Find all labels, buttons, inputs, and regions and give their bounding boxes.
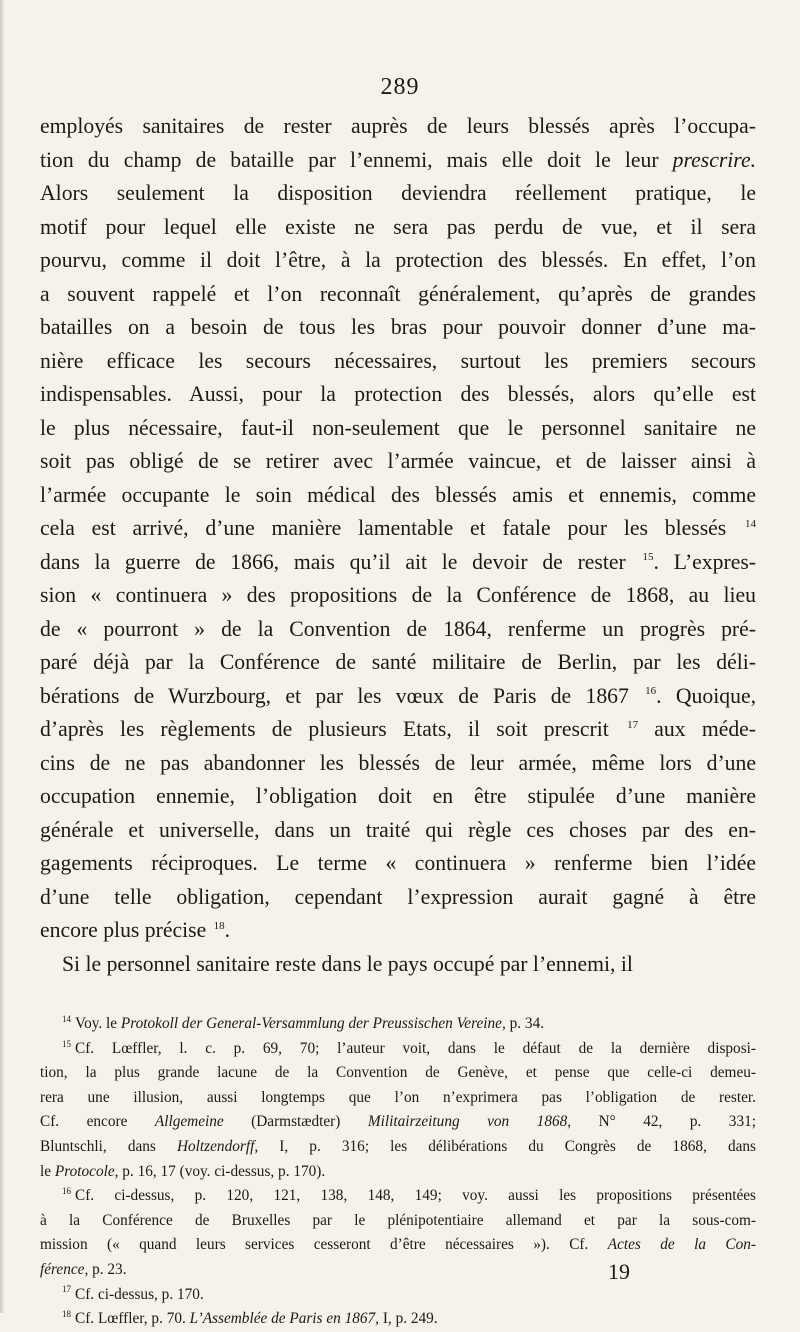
text-line: gagements réciproques. Le terme « continuera » renferme bien l’idée xyxy=(40,851,756,875)
text-line: encore plus précise $^{18}$. xyxy=(40,918,231,942)
footnote-18: $^{18}$ Cf. Lœffler, p. 70. L’Assemblée de Paris en 1867, I, p. 249. xyxy=(62,1309,438,1328)
text-line: soit pas obligé de se retirer avec l’armée vaincue, et de laisser ainsi à xyxy=(40,449,756,473)
text-line: d’après les règlements de plusieurs Etats, il soit prescrit $^{17}$ aux méde- xyxy=(40,717,757,741)
footnotes xyxy=(40,1012,756,1332)
text-line: paré déjà par la Conférence de santé militaire de Berlin, par les déli- xyxy=(40,650,756,674)
footnote-16-line: férence, p. 23. xyxy=(40,1260,127,1278)
main-text xyxy=(40,110,756,981)
text-line: batailles on a besoin de tous les bras pour pouvoir donner d’une ma- xyxy=(40,315,756,339)
footnote-15-line: Bluntschli, dans Holtzendorff, I, p. 316; les délibérations du Congrès de 1868, dans xyxy=(40,1137,757,1155)
footnote-ref[interactable]: 18 xyxy=(213,919,225,932)
footnote-16-line: à la Conférence de Bruxelles par le plénipotentiaire allemand et par la sous-com- xyxy=(40,1211,756,1229)
italic-word: prescrire. xyxy=(672,147,756,172)
text-line: employés sanitaires de rester auprès de leurs blessés après l’occupa- xyxy=(40,114,756,138)
text-line: cins de ne pas abandonner les blessés de leur armée, même lors d’une xyxy=(40,750,756,775)
text-line: pourvu, comme il doit l’être, à la protection des blessés. En effet, l’on xyxy=(40,248,756,272)
footnote-ref[interactable]: 15 xyxy=(642,551,654,564)
text-line: le plus nécessaire, faut-il non-seulement que le personnel sanitaire ne xyxy=(40,415,756,440)
footnote-15-line: le Protocole, p. 16, 17 (voy. ci-dessus, p. 170). xyxy=(40,1162,326,1180)
text-line: indispensables. Aussi, pour la protection des blessés, alors qu’elle est xyxy=(40,382,756,406)
text-line: d’une telle obligation, cependant l’expression aurait gagné à être xyxy=(40,884,756,909)
text-line: Si le personnel sanitaire reste dans le pays occupé par l’ennemi, il xyxy=(62,951,633,976)
text-line: dans la guerre de 1866, mais qu’il ait le devoir de rester $^{15}$. L’expres- xyxy=(40,549,757,574)
footnote-16: $^{16}$ Cf. ci-dessus, p. 120, 121, 138, 148, 149; voy. aussi les propositions présentées xyxy=(62,1186,756,1205)
text-line: occupation ennemie, l’obligation doit en être stipulée d’une manière xyxy=(40,784,756,808)
footnote-ref[interactable]: 17 xyxy=(627,718,639,731)
footnote-15-line: rera une illusion, aussi longtemps que l’on n’exprimera pas l’obligation de rester. xyxy=(40,1088,756,1106)
footnote-15-line: Cf. encore Allgemeine (Darmstædter) Militairzeitung von 1868, N° 42, p. 331; xyxy=(40,1113,756,1131)
footnote-16-line: mission (« quand leurs services cesseront d’être nécessaires »). Cf. Actes de la Con- xyxy=(40,1236,756,1254)
text-line: de « pourront » de la Convention de 1864, renferme un progrès pré- xyxy=(40,616,756,641)
footnote-17: $^{17}$ Cf. ci-dessus, p. 170. xyxy=(62,1284,204,1303)
footnote-ref[interactable]: 16 xyxy=(645,685,657,698)
text-line: tion du champ de bataille par l’ennemi, mais elle doit le leur prescrire. xyxy=(40,147,756,172)
text-line: a souvent rappelé et l’on reconnaît généralement, qu’après de grandes xyxy=(40,281,756,306)
signature-mark: 19 xyxy=(608,1259,630,1284)
text-line: motif pour lequel elle existe ne sera pas perdu de vue, et il sera xyxy=(40,214,756,239)
footnote-ref[interactable]: 14 xyxy=(745,517,756,530)
text-line: cela est arrivé, d’une manière lamentable et fatale pour les blessés $^{14}$ xyxy=(40,516,756,540)
footnote-15-line: tion, la plus grande lacune de la Convention de Genève, et pense que celle-ci demeu- xyxy=(40,1064,756,1082)
text-line: bérations de Wurzbourg, et par les vœux de Paris de 1867 $^{16}$. Quoique, xyxy=(40,683,757,708)
text-line: Alors seulement la disposition deviendra réellement pratique, le xyxy=(40,181,756,205)
footnote-15: $^{15}$ Cf. Lœffler, l. c. p. 69, 70; l’auteur voit, dans le défaut de la dernière disposi- xyxy=(62,1038,756,1057)
page-edge-shadow xyxy=(0,0,5,1313)
text-line: l’armée occupante le soin médical des blessés amis et ennemis, comme xyxy=(40,482,756,507)
text-line: sion « continuera » des propositions de la Conférence de 1868, au lieu xyxy=(40,583,756,607)
page-number: 289 xyxy=(380,74,420,100)
text-line: générale et universelle, dans un traité qui règle ces choses par des en- xyxy=(40,817,756,842)
text-line: nière efficace les secours nécessaires, surtout les premiers secours xyxy=(40,348,756,373)
footnote-14: $^{14}$ Voy. le Protokoll der General-Versammlung der Preussischen Vereine, p. 34. xyxy=(62,1013,545,1032)
